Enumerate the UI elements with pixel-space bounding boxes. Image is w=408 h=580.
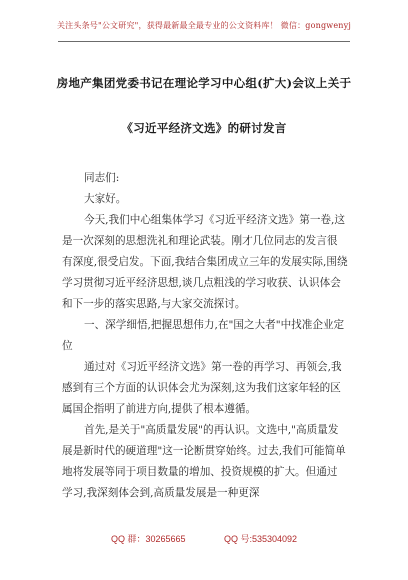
section-heading: 一、深学细悟,把握思想伟力,在"国之大者"中找准企业定位 xyxy=(62,319,345,352)
greeting: 大家好。 xyxy=(84,193,127,205)
salutation: 同志们: xyxy=(84,172,120,184)
footer-qq-number: QQ 号:535304092 xyxy=(224,534,298,544)
header-banner: 关注头条号"公文研究"，获得最新最全最专业的公文资料库！ 微信：gongwenyj xyxy=(56,21,352,30)
header-divider xyxy=(58,41,350,42)
document-title-line-1: 房地产集团党委书记在理论学习中心组(扩大)会议上关于 xyxy=(56,76,352,90)
body-paragraph: 首先,是关于"高质量发展"的再认识。文选中,"高质量发展是新时代的硬道理"这一论断贯穿始终。过去,我们可能简单地将发展等同于项目数量的增加、投资规模的扩大。但通过学习,我深刻体会到,高质量发展是一种更深 xyxy=(62,424,346,499)
body-paragraph: 通过对《习近平经济文选》第一卷的再学习、再领会,我感到有三个方面的认识体会尤为深刻,这为我们这家年轻的区属国企指明了前进方向,提供了根本遵循。 xyxy=(62,361,342,415)
footer-qq-group: QQ 群：30265665 xyxy=(110,534,186,544)
document-title-line-2: 《习近平经济文选》的研讨发言 xyxy=(121,121,287,135)
document-body xyxy=(62,168,348,504)
footer-contact xyxy=(0,532,408,545)
body-paragraph: 今天,我们中心组集体学习《习近平经济文选》第一卷,这是一次深刻的思想洗礼和理论武装。刚才几位同志的发言很有深度,很受启发。下面,我结合集团成立三年的发展实际,围绕学习贯彻习近平经济思想,谈几点粗浅的学习收获、认识体会和下一步的落实思路,与大家交流探讨。 xyxy=(62,214,348,310)
